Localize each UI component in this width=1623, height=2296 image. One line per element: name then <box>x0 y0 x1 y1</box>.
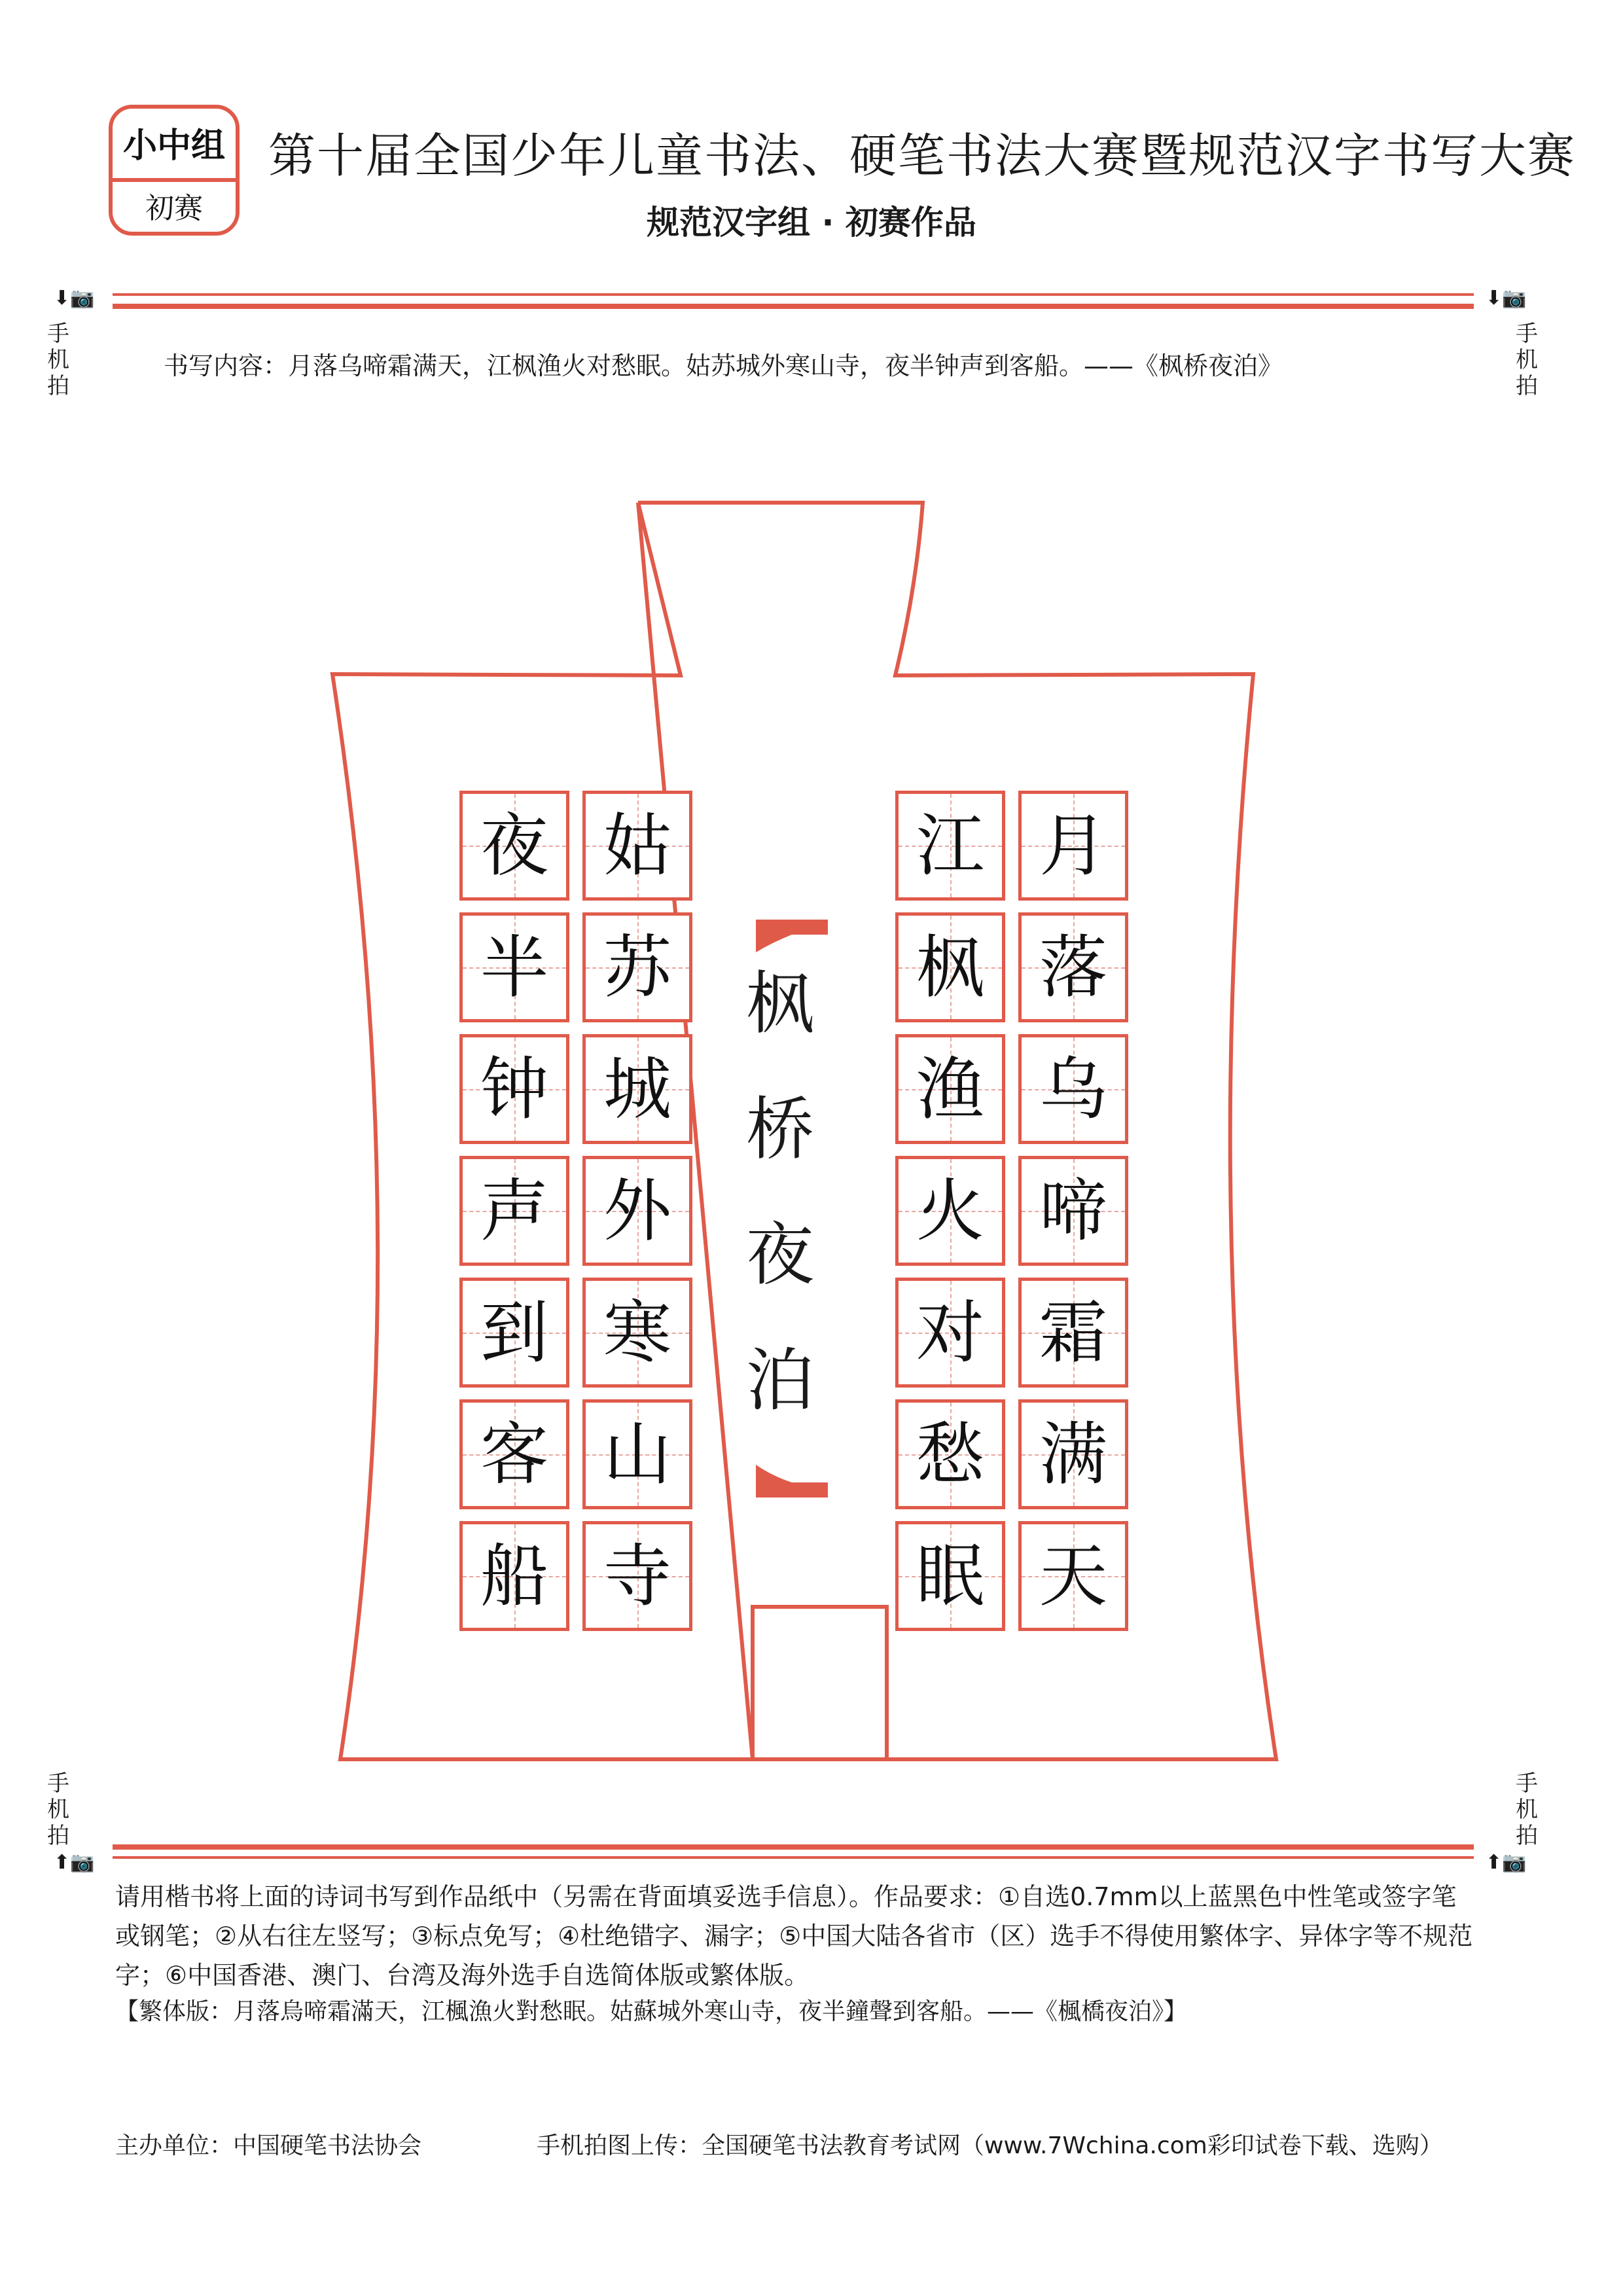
grid-char: 苏 <box>603 927 671 1007</box>
writing-content-line: 书写内容：月落乌啼霜满天，江枫渔火对愁眠。姑苏城外寒山寺，夜半钟声到客船。——《枫桥夜泊》 <box>164 351 1283 380</box>
grid-cell <box>895 1521 1005 1631</box>
grid-char: 天 <box>1039 1536 1107 1616</box>
grid-cell <box>459 791 569 901</box>
grid-char: 枫 <box>916 927 984 1007</box>
grid-char: 姑 <box>603 806 671 886</box>
grid-char: 火 <box>916 1171 984 1251</box>
grid-char: 乌 <box>1039 1049 1107 1129</box>
poem-title-char-2: 桥 <box>746 1089 815 1169</box>
grid-cell <box>895 1278 1005 1388</box>
grid-cell <box>582 1156 692 1266</box>
camera-marker-top-left: ⬇📷 <box>54 287 95 310</box>
poem-title-char-1: 枫 <box>746 963 815 1043</box>
grid-cell <box>582 1034 692 1144</box>
grid-char: 渔 <box>916 1049 984 1129</box>
phone-label-top-right: 手机拍 <box>1516 321 1538 399</box>
grid-cell <box>895 1156 1005 1266</box>
grid-cell <box>459 1156 569 1266</box>
grid-char: 眠 <box>916 1536 984 1616</box>
bottom-rule-thick <box>113 1844 1474 1850</box>
grid-char: 夜 <box>480 806 548 886</box>
grid-char: 客 <box>480 1414 548 1494</box>
grid-cell <box>1018 1399 1128 1509</box>
grid-cell <box>459 1399 569 1509</box>
badge-group-label: 小中组 <box>122 126 225 166</box>
grid-char: 钟 <box>480 1049 548 1129</box>
grid-cell <box>1018 1521 1128 1631</box>
grid-char: 对 <box>916 1293 984 1372</box>
grid-cell <box>582 1521 692 1631</box>
grid-char: 寺 <box>603 1536 671 1616</box>
grid-cell <box>459 1278 569 1388</box>
phone-label-bottom-right: 手机拍 <box>1516 1770 1538 1849</box>
grid-char: 外 <box>603 1171 671 1251</box>
grid-char: 寒 <box>603 1293 671 1372</box>
grid-char: 满 <box>1039 1414 1107 1494</box>
traditional-version-text: 【繁体版：月落烏啼霜滿天，江楓漁火對愁眠。姑蘇城外寒山寺，夜半鐘聲到客船。——《楓橋夜泊》】 <box>115 1998 1188 2025</box>
camera-marker-bottom-right: ⬆📷 <box>1486 1851 1527 1874</box>
grid-cell <box>582 1278 692 1388</box>
camera-marker-top-right: ⬇📷 <box>1486 287 1527 310</box>
footer-organizer: 主办单位：中国硬笔书法协会 <box>115 2132 422 2159</box>
page-title: 第十届全国少年儿童书法、硬笔书法大赛暨规范汉字书写大赛 <box>268 128 1577 183</box>
grid-char: 山 <box>603 1414 671 1494</box>
grid-cell <box>582 912 692 1022</box>
grid-cell <box>1018 791 1128 901</box>
grid-cell <box>895 1399 1005 1509</box>
grid-cell <box>895 912 1005 1022</box>
grid-char: 声 <box>480 1171 548 1251</box>
grid-char: 到 <box>480 1293 548 1372</box>
grid-char: 啼 <box>1039 1171 1107 1251</box>
grid-cell <box>1018 1034 1128 1144</box>
grid-char: 愁 <box>916 1414 984 1494</box>
poem-title-char-3: 夜 <box>746 1215 815 1295</box>
grid-cell <box>1018 912 1128 1022</box>
badge-round-label: 初赛 <box>145 192 203 225</box>
grid-cell <box>895 791 1005 901</box>
instructions-text: 请用楷书将上面的诗词书写到作品纸中（另需在背面填妥选手信息）。作品要求：①自选0.7mm以上蓝黑色中性笔或签字笔或钢笔；②从右往左竖写；③标点免写；④杜绝错字、漏字；⑤中国大陆各省市（区）选手不得使用繁体字、异体字等不规范字；⑥中国香港、澳门、台湾及海外选手自选简体版或繁体版。 <box>115 1882 1473 1990</box>
title-bottom-ornament <box>756 1465 828 1498</box>
grid-cell <box>459 1521 569 1631</box>
phone-label-bottom-left: 手机拍 <box>47 1770 69 1849</box>
grid-char: 半 <box>480 927 548 1007</box>
grid-char: 月 <box>1039 806 1107 886</box>
poem-title-char-4: 泊 <box>746 1340 815 1420</box>
grid-cell <box>1018 1156 1128 1266</box>
camera-marker-bottom-left: ⬆📷 <box>54 1851 95 1874</box>
footer-upload-link[interactable]: 手机拍图上传：全国硬笔书法教育考试网（www.7Wchina.com彩印试卷下载、选购） <box>537 2132 1443 2159</box>
grid-char: 船 <box>480 1536 548 1616</box>
phone-label-top-left: 手机拍 <box>47 321 69 399</box>
grid-char: 落 <box>1039 927 1107 1007</box>
bottom-rule-thin <box>113 1856 1474 1859</box>
grid-cell <box>895 1034 1005 1144</box>
grid-char: 霜 <box>1039 1293 1107 1372</box>
grid-char: 城 <box>603 1049 671 1129</box>
page-subtitle: 规范汉字组 · 初赛作品 <box>647 204 976 242</box>
grid-cell <box>582 1399 692 1509</box>
grid-cell <box>459 1034 569 1144</box>
grid-char: 江 <box>916 806 984 886</box>
grid-cell <box>1018 1278 1128 1388</box>
title-top-ornament <box>756 920 828 952</box>
grid-cell <box>459 912 569 1022</box>
grid-cell <box>582 791 692 901</box>
